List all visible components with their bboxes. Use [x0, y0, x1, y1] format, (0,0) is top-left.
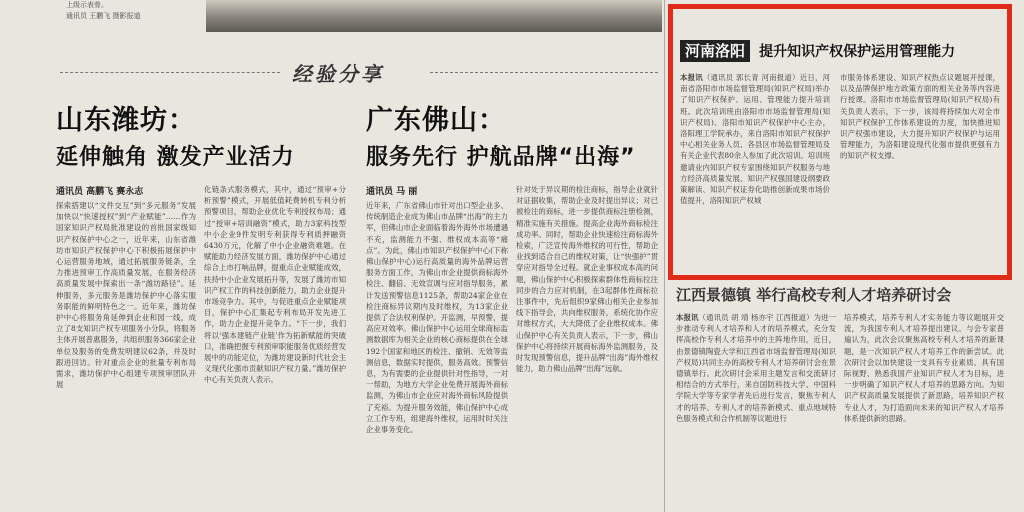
guangdong-headline-line1: 广东佛山：	[366, 105, 506, 136]
guangdong-column-1: 近年来，广东省佛山市针对出口型企业多、传统制造企业成为佛山市品牌“出海”的主力军，但佛山市企业面临着海外海外市场遭遇不充，监测能力不强、维权成本高等“痛点”。为此，佛山市知识产权保护中心(下称佛山保护中心)运行高质量的海外品牌运营服务方面工作，为佛山市企业提供商标海外检注、翻倍、无效宣调与应对指导服务，累计发送预警信息1125条，帮助24家企业在检注商标异议期内及时维权，为13家企业提供了合法权利保护。开监测，早预警，提高应对效率。佛山保护中心运用全球商标监测数据库为相关企业的核心商标提供在全球192个国家和地区的检注、撤销、无效等监测信息，数据实时提供，服务高效。预警信息，为有需要的企业提供针对性指导，一对一帮助，为地方大学企业免费开展海外商标监测，为佛山市企业应对海外商标风险提供了充裕。为提升服务效能，佛山保护中心成立工作专班，组建海外维权，运用时时关注企业事务变化。	[366, 201, 508, 435]
photo-caption-line1: 上级示表骨。	[66, 1, 108, 9]
photo-caption-line2: 通讯员 王鹏飞 摄影报道	[66, 12, 141, 20]
shandong-headline-line2: 延伸触角 激发产业活力	[56, 145, 295, 170]
section-title: 经验分享	[292, 62, 384, 86]
shandong-byline: 通讯员 高鹏飞 赛永志	[56, 187, 144, 197]
henan-headline: 提升知识产权保护运用管理能力	[759, 44, 956, 60]
guangdong-headline-line2: 服务先行 护航品牌“出海”	[366, 145, 636, 170]
henan-tag: 河南洛阳	[680, 40, 750, 62]
jiangxi-col1-text: （通讯员 胡 靖 杨亦宇 江西报道）为进一步推动专利人才培养和人才的培养模式，充分发挥高校作专利人才培养中的主阵地作用，近日，由景德镇陶瓷大学和江西省市场监督管理局(知识产权局)共同主办的高校专利人才培养研讨会在景德镇举行。此次研讨会采用主题发言和交流研讨相结合的方式举行，来自国防科技大学、中国科学院大学等专家学者先后进行发言，聚焦专利人才的培养、专利人才的培养新模式、重点地域特色服务模式和合作机制等议题进行	[676, 313, 836, 423]
henan-column-1	[680, 72, 830, 272]
jiangxi-byline-prefix: 本报讯	[676, 313, 699, 322]
top-photo	[206, 0, 662, 32]
jiangxi-headline: 江西景德镇 举行高校专利人才培养研讨会	[676, 286, 952, 304]
jiangxi-column-1	[676, 312, 836, 508]
shandong-column-1: 探索搭建以“文件交互”到“多元服务”发展加快以“快速授权”到“产业赋能”……作为国家知识产权局批准建设的首批国家级知识产权保护中心之一，近年来，山东省潍坊市知识产权保护中心下积极拓展保护中心运营服务地域，通过拓展服务链条，全力推进预审工作高质量发展，在服务经济高质量发展中探索出一条“潍坊路径”。延伸服务，多元服务是潍坊保护中心落实服务职能的鲜明特色之一。近年来，潍坊保护中心将服务角延伸到企业和园一线，成立了8支知识产权专项服务小分队，将服务主体开展普惠服务，共组织服务366家企业单位及服务的免费发明建议62条，并及时跟进回访。针对重点企业的批量专利布局需求，潍坊保护中心组建专项预审团队开展	[56, 201, 196, 390]
henan-headline-row	[680, 40, 1006, 62]
henan-byline-prefix: 本报讯	[680, 73, 703, 82]
henan-column-2: 市服务体系建设、知识产权热点议题展开授课，以及品牌保护地方政策方面的相关业务等内容进行授课。洛阳市市场监督管理局(知识产权局)有关负责人表示，下一步，该局将持续加大对全市知识产权保护工作体系建设的力度，加快推进知识产权强市建设，大力提升知识产权保护与运用管理能力，为洛阳建设现代化强市提供更强有力的知识产权支撑。	[840, 73, 1000, 161]
jiangxi-column-2: 培养模式，培养专利人才实务能力等议题展开交流，为我国专利人才培养提出建议。与会专家普遍认为，此次会议聚焦高校专利人才培养的新课题，是一次知识产权人才培养工作的新尝试。此次研讨会以加快建设一支具有专业素质、具有国际视野、熟悉我国产业知识产权人才为目标，进一步明确了知识产权人才培养的思路方向。为知识产权高质量发展提供了新思路，培养知识产权专业人才，为打造面向未来的知识产权人才培养体系提供新的思路。	[844, 313, 1004, 423]
section-rule-left	[60, 72, 280, 73]
shandong-column-2: 化链条式服务模式，其中，通过“预审+分析预警”模式，开展低值耗费转机专利分析预警项目，帮助企业优化专利授权布局；通过“授审+培训融资”模式，助力3家科技型中小企业9件发明专利获得专利质押融资6430万元，化解了中小企业融资难题。在赋能助力经济发展方面，潍坊保护中心通过综合上市打响品牌，提重点企业赋能成效，扶持中小企业发展拓升等，发展了潍坊市知识产权工作的科技创新能力，助力企业提升市场竞争力。其中，与促进重点企业赋能项目，保护中心汇集起专利布局开发先进工作，助力企业提升竞争力。“下一步，我们将以‘强本建链产业链’作为拓新赋能的突破口，准确把握专利预审职能服务优质经营发展中的功能定位，为潍坊建设新时代社会主义现代化强市贡献知识产权力量。”潍坊保护中心有关负责人表示。	[204, 185, 346, 385]
column-divider	[664, 0, 665, 512]
henan-col1-text: （通讯员 郭长青 河南报道）近日，河南省洛阳市市场监督管理局(知识产权局)举办了知识产权保护、运用、管理能力提升培训班。此次培训班由洛阳市市场监督管理局(知识产权局)、洛阳市知识产权保护中心主办，洛阳理工学院承办，来自洛阳市知识产权保护中心相关业务人员、各县区市场监督管理局及有关企业代表80余人参加了此次培训。培训班邀请业内知识产权专家围绕知识产权服务与地方经济高质量发展、知识产权强国建设纲要政策解读、知识产权证券化助推创新成果市场价值提升，洛阳知识产权城	[680, 73, 830, 206]
shandong-headline-line1: 山东潍坊：	[56, 105, 196, 136]
section-rule-right	[430, 72, 658, 73]
guangdong-column-2: 针对处于异议期的检注商标，指导企业就针对证据收集，帮助企业及时提出异议；对已被检注的商标，进一步提供商标注册检测，精准实施有关措施。提高企业海外商标检注成功率。同时，帮助企业快速检注商标海外检索，广泛宣传海外维权的可行性，帮助企业找到适合自己的维权对策，让“快强护”贯穿应对指导全过程。就企业事权成本高的问题，佛山保护中心积极探索群体性商标拉注同步的合力应对机制，在3起群体性商标拉注事件中，先后组织9家佛山相关企业参加线下指导会，共向维权服务，系统化协作应对维权方式，大大降低了企业维权成本。佛山保护中心有关负责人表示，下一步，佛山保护中心将持续开展商标海外监测服务，及时发现预警信息，提升品牌“出海”海外维权能力，助力佛山品牌“出海”远航。	[516, 185, 658, 374]
guangdong-byline: 通讯员 马 丽	[366, 187, 418, 197]
